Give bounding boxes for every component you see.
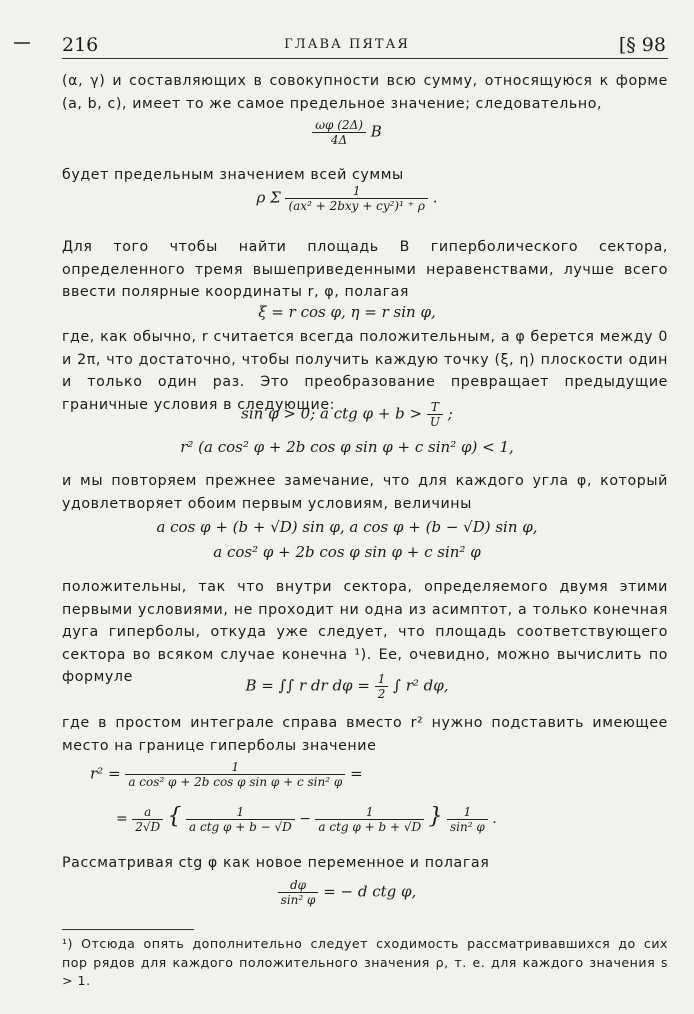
paragraph: и мы повторяем прежнее замечание, что для каждого угла φ, который удовлетворяет обоим первым условиям, величины — [62, 473, 668, 512]
formula: ξ = r cos φ, η = r sin φ, — [258, 303, 436, 321]
chapter-title: ГЛАВА ПЯТАЯ — [284, 37, 410, 52]
paragraph: где, как обычно, r считается всегда положительным, а φ берется между 0 и 2π, что достаточно, чтобы получить каждую точку (ξ, η) плоскости один и только один раз. Это преобразование превращает предыдущие граничные условия в следующие: — [62, 329, 668, 413]
footnote: ¹) Отсюда опять дополнительно следует сходимость рассматривавшихся до сих пор рядов для каждого положительного значения ρ, т. е. для каждого значения s > 1. — [62, 936, 668, 988]
formula: ρ Σ $\frac{1}{\text{(ax² + 2bxy + cy²)¹ ⁺ ρ}}$ . — [256, 184, 438, 213]
formula: a cos φ + (b + √D) sin φ, a cos φ + (b − √D) sin φ, — [156, 518, 538, 536]
formula: sin φ > 0; a ctg φ + b > $\frac{T}{U}$ ; — [241, 400, 453, 429]
header-rule — [62, 58, 668, 59]
formula: a cos² φ + 2b cos φ sin φ + c sin² φ — [213, 543, 481, 561]
formula: $\frac{\omega\varphi (2\Delta)}{4\Delta}$ B — [0, 118, 694, 147]
page-number: 216 — [62, 34, 99, 56]
formula: $\frac{d\varphi}{\text{sin² φ}}$ = − d ctg φ, — [0, 878, 694, 907]
formula: r² = $\frac{1}{\text{a cos² φ + 2b cos φ sin φ + c sin² φ}}$ = — [90, 760, 363, 789]
paragraph: положительны, так что внутри сектора, определяемого двумя этими первыми условиями, не проходит ни одна из асимптот, а только конечная дуга гиперболы, откуда уже следует, что площадь соответствующего сектора во всяком случае конечна ¹). Ее, очевидно, можно вычислить по формуле — [62, 579, 668, 685]
paragraph: (α, γ) и составляющих в совокупности всю сумму, относящуюся к форме (a, b, c), имеет то же самое предельное значение; следовательно, — [62, 73, 668, 112]
paragraph: Для того чтобы найти площадь B гиперболического сектора, определенного тремя вышеприведенными неравенствами, лучше всего ввести полярные координаты r, φ, полагая — [62, 239, 668, 300]
formula: r² (a cos² φ + 2b cos φ sin φ + c sin² φ) < 1, — [180, 438, 514, 456]
footnote-rule — [62, 929, 194, 930]
paragraph: будет предельным значением всей суммы — [62, 167, 404, 183]
formula: = $\frac{a}{2√D}$ { $\frac{1}{\text{a ctg φ + b − √D}}$ − $\frac{1}{\text{a ctg φ + b + √D}}$ } $\frac{1}{\text{sin² φ}}$ . — [116, 804, 497, 834]
running-header — [0, 34, 694, 58]
formula: B = ∫∫ r dr dφ = $\frac{1}{2}$ ∫ r² dφ, — [245, 672, 449, 701]
paragraph: где в простом интеграле справа вместо r² нужно подставить имеющее место на границе гиперболы значение — [62, 715, 668, 754]
section-number: [§ 98 — [618, 34, 666, 56]
paragraph: Рассматривая ctg φ как новое переменное и полагая — [62, 855, 490, 871]
